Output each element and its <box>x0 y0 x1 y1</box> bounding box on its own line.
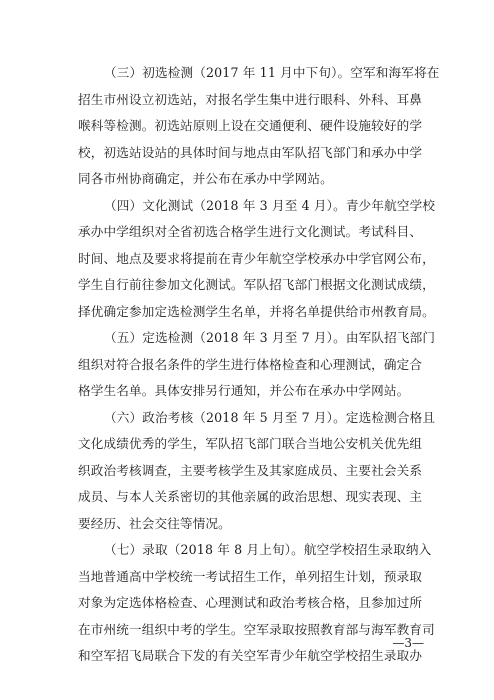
section-final-screening <box>78 325 436 405</box>
paragraph-line: （三）初选检测（2017 年 11 月中下旬）。空军和海军将在 <box>104 65 440 80</box>
paragraph-line: 和空军招飞局联合下发的有关空军青少年航空学校招生录取办 <box>78 648 423 663</box>
paragraph-line: （四）文化测试（2018 年 3 月至 4 月）。青少年航空学校 <box>104 197 436 213</box>
section-initial-screening <box>78 60 440 193</box>
paragraph-line: （六）政治考核（2018 年 5 月至 7 月）。定选检测合格且 <box>104 409 436 425</box>
section-admission <box>78 537 435 670</box>
paragraph-line: 当地普通高中学校统一考试招生工作，单列招生计划，预录取 <box>78 568 423 584</box>
section-culture-test <box>78 193 436 326</box>
paragraph-line: 文化成绩优秀的学生，军队招飞部门联合当地公安机关优先组 <box>78 436 423 451</box>
paragraph-line: 对象为定选体格检查、心理测试和政治考核合格，且参加过所 <box>78 595 423 610</box>
paragraph-line: 在市州统一组织中考的学生。空军录取按照教育部与海军教育司 <box>78 621 435 637</box>
paragraph-line: 组织对符合报名条件的学生进行体格检查和心理测试，确定合 <box>78 356 423 372</box>
paragraph-line: 喉科等检测。初选站原则上设在交通便利、硬件设施较好的学 <box>78 118 423 133</box>
page-number: —3— <box>392 636 424 650</box>
paragraph-line: 成员、与本人关系密切的其他亲属的政治思想、现实表现、主 <box>78 489 423 504</box>
paragraph-line: 择优确定参加定选检测学生名单，并将名单提供给市州教育局。 <box>78 303 435 319</box>
paragraph-line: 织政治考核调查，主要考核学生及其家庭成员、主要社会关系 <box>78 462 423 478</box>
paragraph-line: 承办中学组织对全省初选合格学生进行文化测试。考试科目、 <box>78 224 423 239</box>
paragraph-line: 招生市州设立初选站，对报名学生集中进行眼科、外科、耳鼻 <box>78 91 423 107</box>
paragraph-line: 格学生名单。具体安排另行通知，并公布在承办中学网站。 <box>78 383 410 398</box>
paragraph-line: （七）录取（2018 年 8 月上旬）。航空学校招生录取纳入 <box>104 542 432 557</box>
paragraph-line: （五）定选检测（2018 年 3 月至 7 月）。由军队招飞部门 <box>104 330 436 345</box>
paragraph-line: 要经历、社会交往等情况。 <box>78 515 231 531</box>
paragraph-line: 学生自行前往参加文化测试。军队招飞部门根据文化测试成绩， <box>78 277 435 292</box>
paragraph-line: 校，初选站设站的具体时间与地点由军队招飞部门和承办中学 <box>78 144 423 160</box>
section-political-review <box>78 405 436 538</box>
paragraph-line: 时间、地点及要求将提前在青少年航空学校承办中学官网公布， <box>78 250 435 266</box>
paragraph-line: 同各市州协商确定，并公布在承办中学网站。 <box>78 171 333 186</box>
